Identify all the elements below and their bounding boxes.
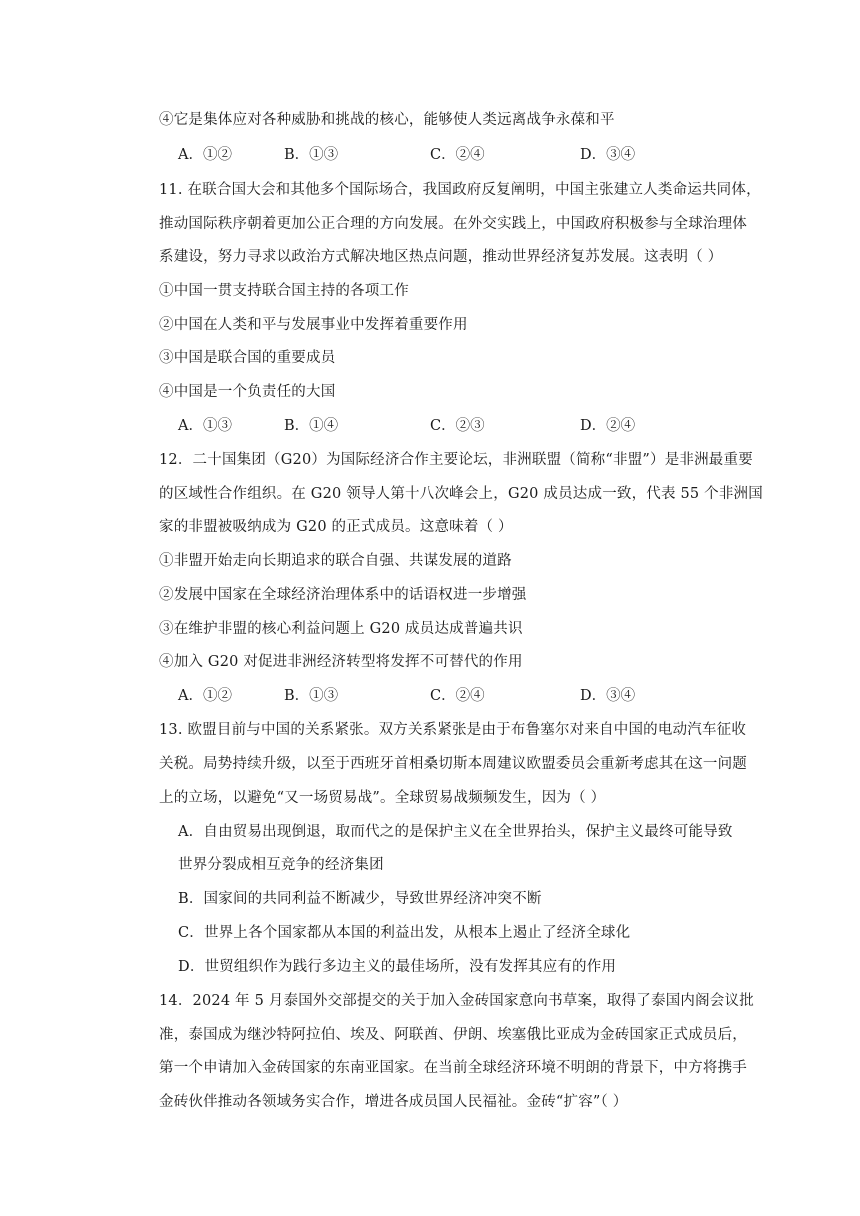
q12-choice-a[interactable]: A．①② xyxy=(178,688,232,704)
q11-option-2: ②中国在人类和平与发展事业中发挥着重要作用 xyxy=(159,317,468,333)
q11-stem-line-2: 推动国际秩序朝着更加公正合理的方向发展。在外交实践上，中国政府积极参与全球治理体 xyxy=(159,216,747,232)
q13-option-c[interactable]: C．世界上各个国家都从本国的利益出发，从根本上遏止了经济全球化 xyxy=(178,925,631,941)
q12-option-1: ①非盟开始走向长期追求的联合自强、共谋发展的道路 xyxy=(159,553,512,569)
q11-choice-a[interactable]: A．①③ xyxy=(178,418,232,434)
q13-option-a-line-1[interactable]: A．自由贸易出现倒退，取而代之的是保护主义在全世界抬头，保护主义最终可能导致 xyxy=(178,824,733,840)
q13-option-b[interactable]: B．国家间的共同利益不断减少，导致世界经济冲突不断 xyxy=(178,891,542,907)
q10-option-4: ④它是集体应对各种威胁和挑战的核心，能够使人类远离战争永葆和平 xyxy=(159,112,615,128)
q11-choice-d[interactable]: D．②④ xyxy=(580,418,636,434)
q14-stem-line-4: 金砖伙伴推动各领域务实合作，增进各成员国人民福祉。金砖“扩容”（ ） xyxy=(159,1094,628,1110)
q10-choice-c[interactable]: C．②④ xyxy=(430,147,485,163)
q11-option-3: ③中国是联合国的重要成员 xyxy=(159,350,336,366)
q13-option-d[interactable]: D．世贸组织作为践行多边主义的最佳场所，没有发挥其应有的作用 xyxy=(178,959,617,975)
q11-option-4: ④中国是一个负责任的大国 xyxy=(159,384,336,400)
q14-stem-line-1: 14．2024 年 5 月泰国外交部提交的关于加入金砖国家意向书草案，取得了泰国内阁会议批 xyxy=(159,993,754,1009)
q11-choice-b[interactable]: B．①④ xyxy=(284,418,339,434)
q13-stem-line-3: 上的立场，以避免“又一场贸易战”。全球贸易战频频发生，因为（ ） xyxy=(159,790,606,806)
q11-stem-line-1: 11. 在联合国大会和其他多个国际场合，我国政府反复阐明，中国主张建立人类命运共同体， xyxy=(159,182,761,198)
q10-choice-b[interactable]: B．①③ xyxy=(284,147,339,163)
q12-stem-line-2: 的区域性合作组织。在 G20 领导人第十八次峰会上，G20 成员达成一致，代表 55 个非洲国 xyxy=(159,486,763,502)
q13-stem-line-2: 关税。局势持续升级，以至于西班牙首相桑切斯本周建议欧盟委员会重新考虑其在这一问题 xyxy=(159,756,747,772)
q10-choice-d[interactable]: D．③④ xyxy=(580,147,636,163)
q12-choice-c[interactable]: C．②④ xyxy=(430,688,485,704)
q12-choice-d[interactable]: D．③④ xyxy=(580,688,636,704)
q12-stem-line-1: 12．二十国集团（G20）为国际经济合作主要论坛，非洲联盟（简称“非盟”）是非洲最重要 xyxy=(159,452,753,468)
q13-stem-line-1: 13. 欧盟目前与中国的关系紧张。双方关系紧张是由于布鲁塞尔对来自中国的电动汽车征收 xyxy=(159,722,747,738)
q10-choice-a[interactable]: A．①② xyxy=(178,147,232,163)
q11-choice-c[interactable]: C．②③ xyxy=(430,418,485,434)
q11-option-1: ①中国一贯支持联合国主持的各项工作 xyxy=(159,283,409,299)
q12-option-3: ③在维护非盟的核心利益问题上 G20 成员达成普遍共识 xyxy=(159,621,523,637)
q14-stem-line-2: 准，泰国成为继沙特阿拉伯、埃及、阿联酋、伊朗、埃塞俄比亚成为金砖国家正式成员后， xyxy=(159,1027,747,1043)
q12-stem-line-3: 家的非盟被吸纳成为 G20 的正式成员。这意味着（ ） xyxy=(159,519,513,535)
q14-stem-line-3: 第一个申请加入金砖国家的东南亚国家。在当前全球经济环境不明朗的背景下，中方将携手 xyxy=(159,1060,747,1076)
q12-option-2: ②发展中国家在全球经济治理体系中的话语权进一步增强 xyxy=(159,587,527,603)
q13-option-a-line-2: 世界分裂成相互竞争的经济集团 xyxy=(178,857,384,873)
q12-option-4: ④加入 G20 对促进非洲经济转型将发挥不可替代的作用 xyxy=(159,654,523,670)
q12-choice-b[interactable]: B．①③ xyxy=(284,688,339,704)
q11-stem-line-3: 系建设，努力寻求以政治方式解决地区热点问题，推动世界经济复苏发展。这表明（ ） xyxy=(159,249,723,265)
